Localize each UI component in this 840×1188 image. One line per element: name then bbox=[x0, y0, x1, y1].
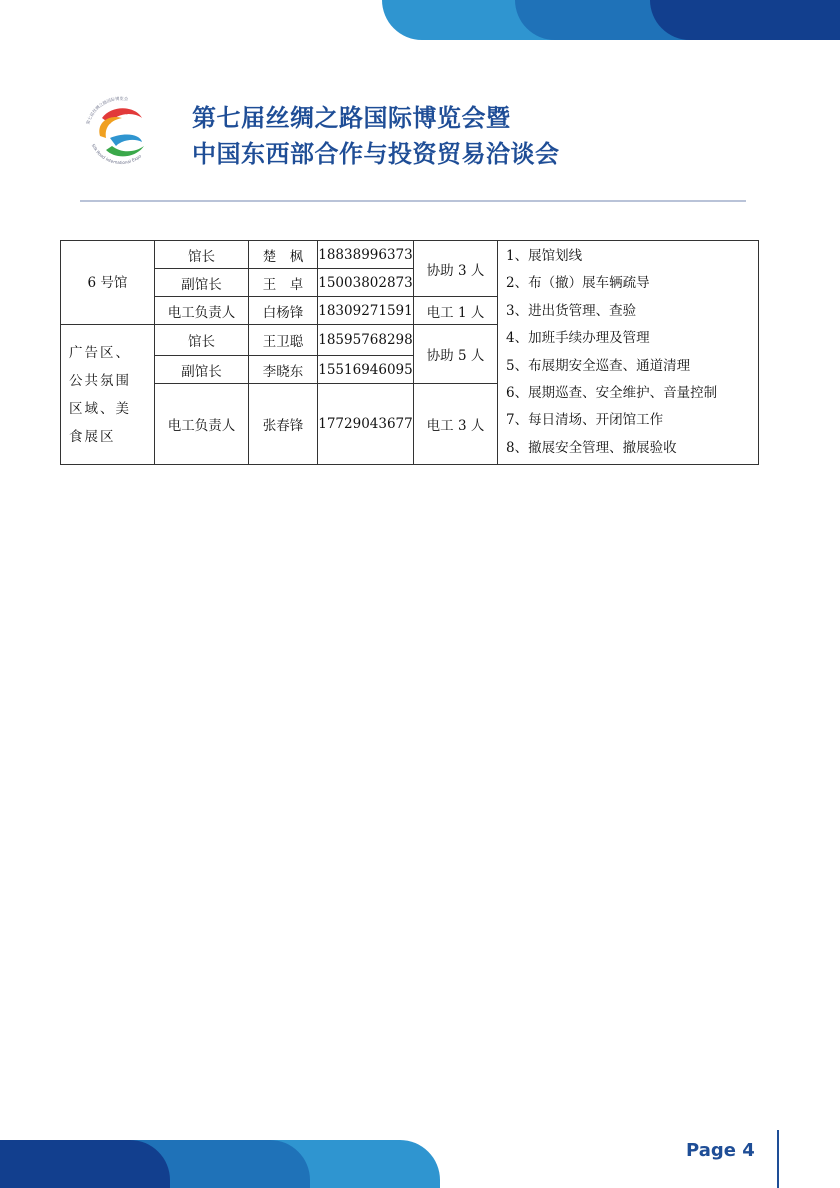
phone-cell: 17729043677 bbox=[318, 384, 414, 465]
electric-cell: 电工 1 人 bbox=[414, 297, 498, 325]
svg-text:第七届丝绸之路国际博览会: 第七届丝绸之路国际博览会 bbox=[85, 95, 129, 126]
name-cell: 楚 枫 bbox=[249, 241, 318, 269]
role-cell: 电工负责人 bbox=[155, 384, 249, 465]
title-line-1: 第七届丝绸之路国际博览会暨 bbox=[192, 104, 511, 132]
page-number-divider bbox=[777, 1130, 779, 1188]
role-cell: 副馆长 bbox=[155, 356, 249, 384]
top-decor-band-dark bbox=[650, 0, 840, 40]
role-cell: 馆长 bbox=[155, 325, 249, 356]
svg-text:Silk Road International Expo: Silk Road International Expo bbox=[90, 142, 143, 166]
duty-item: 2、布（撤）展车辆疏导 bbox=[506, 275, 650, 292]
electric-cell: 电工 3 人 bbox=[414, 384, 498, 465]
assist-cell: 协助 5 人 bbox=[414, 325, 498, 384]
phone-cell: 18595768298 bbox=[318, 325, 414, 356]
area-cell: 广告区、公共氛围区域、美食展区 bbox=[61, 325, 155, 465]
page-title bbox=[192, 100, 560, 172]
name-cell: 白杨锋 bbox=[249, 297, 318, 325]
role-cell: 馆长 bbox=[155, 241, 249, 269]
phone-cell: 15516946095 bbox=[318, 356, 414, 384]
name-cell: 张春锋 bbox=[249, 384, 318, 465]
duty-item: 1、展馆划线 bbox=[506, 248, 583, 264]
role-cell: 副馆长 bbox=[155, 269, 249, 297]
phone-cell: 18309271591 bbox=[318, 297, 414, 325]
duty-item: 4、加班手续办理及管理 bbox=[506, 330, 650, 347]
duty-item: 5、布展期安全巡查、通道清理 bbox=[506, 357, 691, 374]
expo-logo-icon bbox=[76, 88, 166, 178]
bottom-decor-band-dark bbox=[0, 1140, 170, 1188]
phone-cell: 15003802873 bbox=[318, 269, 414, 297]
duties-cell bbox=[498, 241, 759, 465]
name-cell: 王卫聪 bbox=[249, 325, 318, 356]
duty-item: 7、每日清场、开闭馆工作 bbox=[506, 412, 664, 429]
title-line-2: 中国东西部合作与投资贸易洽谈会 bbox=[192, 140, 560, 168]
duty-item: 8、撤展安全管理、撤展验收 bbox=[506, 439, 677, 456]
assist-cell: 协助 3 人 bbox=[414, 241, 498, 297]
staff-table bbox=[60, 240, 759, 465]
table-row bbox=[61, 241, 759, 269]
name-cell: 王 卓 bbox=[249, 269, 318, 297]
page-number: Page 4 bbox=[686, 1140, 755, 1161]
phone-cell: 18838996373 bbox=[318, 241, 414, 269]
name-cell: 李晓东 bbox=[249, 356, 318, 384]
role-cell: 电工负责人 bbox=[155, 297, 249, 325]
header-divider bbox=[80, 200, 746, 202]
area-cell: 6 号馆 bbox=[61, 241, 155, 325]
duty-item: 6、展期巡查、安全维护、音量控制 bbox=[506, 385, 718, 402]
duty-item: 3、进出货管理、查验 bbox=[506, 302, 637, 319]
